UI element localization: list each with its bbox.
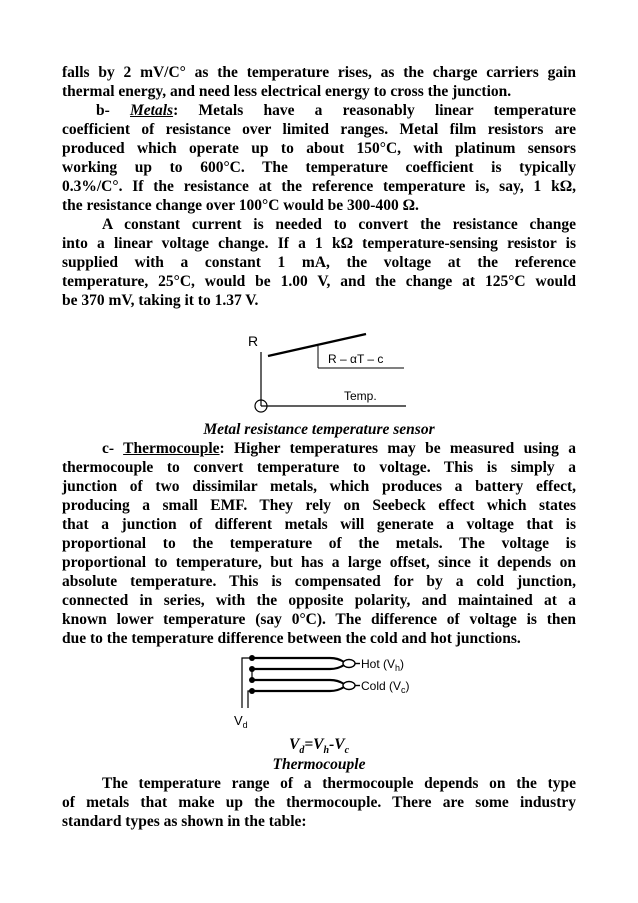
cold-label: Cold $(V_c)$	[361, 679, 410, 695]
text-line: The temperature range of a thermocouple depends on the type	[102, 775, 576, 792]
cold-junction	[343, 682, 355, 690]
thermocouple-heading: Thermocouple	[123, 440, 220, 457]
hot-wire-bottom	[252, 665, 344, 669]
thermocouple-heading-line	[102, 440, 576, 458]
text-line: working up to 600°C. The temperature coefficient is typically	[62, 159, 576, 176]
text-line: thermal energy, and need less electrical energy to cross the junction.	[62, 83, 512, 100]
x-axis-label: Temp.	[344, 389, 377, 403]
metal-resistance-figure	[240, 326, 410, 418]
text-line: that a junction of different metals will generate a voltage that is	[62, 516, 576, 533]
metals-heading: Metals	[130, 102, 174, 119]
text-line: known lower temperature (say 0°C). The difference of voltage is then	[62, 611, 576, 628]
text-line: of metals that make up the thermocouple. There are some industry	[62, 794, 576, 811]
thermocouple-formula: $V_d=V_h-V_c$	[288, 736, 350, 757]
text-line: A constant current is needed to convert the resistance change	[102, 216, 576, 233]
text-line: producing a small EMF. They rely on Seebeck effect which states	[62, 497, 576, 514]
text-line: due to the temperature difference between the cold and hot junctions.	[62, 630, 521, 647]
text-line: coefficient of resistance over limited ranges. Metal film resistors are	[62, 121, 576, 138]
text-line: connected in series, with the opposite polarity, and maintained at a	[62, 592, 576, 609]
text-line: standard types as shown in the table:	[62, 813, 307, 830]
text-line: produced which operate up to about 150°C, with platinum sensors	[62, 140, 576, 157]
text-line: supplied with a constant 1 mA, the voltage at the reference	[62, 254, 576, 271]
text-line: proportional to temperature, but has a large offset, since it depends on	[62, 554, 576, 571]
thermocouple-figure	[228, 652, 428, 732]
text-line: 0.3%/C°. If the resistance at the reference temperature is, say, 1 kΩ,	[62, 178, 576, 195]
cold-wire-top	[252, 680, 344, 684]
text-run: : Metals have a reasonably linear temperature	[173, 102, 576, 119]
text-line: absolute temperature. This is compensated for by a cold junction,	[62, 573, 576, 590]
figure-caption: Thermocouple	[272, 756, 366, 773]
text-line: falls by 2 mV/C° as the temperature rises, as the charge carriers gain	[62, 64, 576, 81]
text-run: : Higher temperatures may be measured using a	[219, 440, 576, 457]
hot-label: Hot $(V_h)$	[361, 657, 405, 673]
cold-wire-bottom	[252, 687, 344, 691]
text-line: temperature, 25°C, would be 1.00 V, and the change at 125°C would	[62, 273, 576, 290]
text-line: be 370 mV, taking it to 1.37 V.	[62, 292, 259, 309]
hot-junction	[343, 660, 355, 668]
lead-left	[242, 658, 252, 708]
text-line: thermocouple to convert temperature to voltage. This is simply a	[62, 459, 576, 476]
metals-heading-line	[96, 102, 576, 120]
section-prefix: c-	[102, 440, 124, 457]
vd-label: $V_d$	[234, 713, 248, 730]
text-line: into a linear voltage change. If a 1 kΩ temperature-sensing resistor is	[62, 235, 576, 252]
text-line: the resistance change over 100°C would be 300-400 Ω.	[62, 197, 419, 214]
text-line: proportional to the temperature of the metals. The voltage is	[62, 535, 576, 552]
section-prefix: b-	[96, 102, 131, 119]
text-line: junction of two dissimilar metals, which produces a battery effect,	[62, 478, 576, 495]
figure-caption: Metal resistance temperature sensor	[203, 421, 435, 438]
hot-wire-top	[252, 658, 344, 662]
y-axis-label: R	[248, 333, 259, 349]
equation-label: R – αT – c	[328, 352, 384, 366]
